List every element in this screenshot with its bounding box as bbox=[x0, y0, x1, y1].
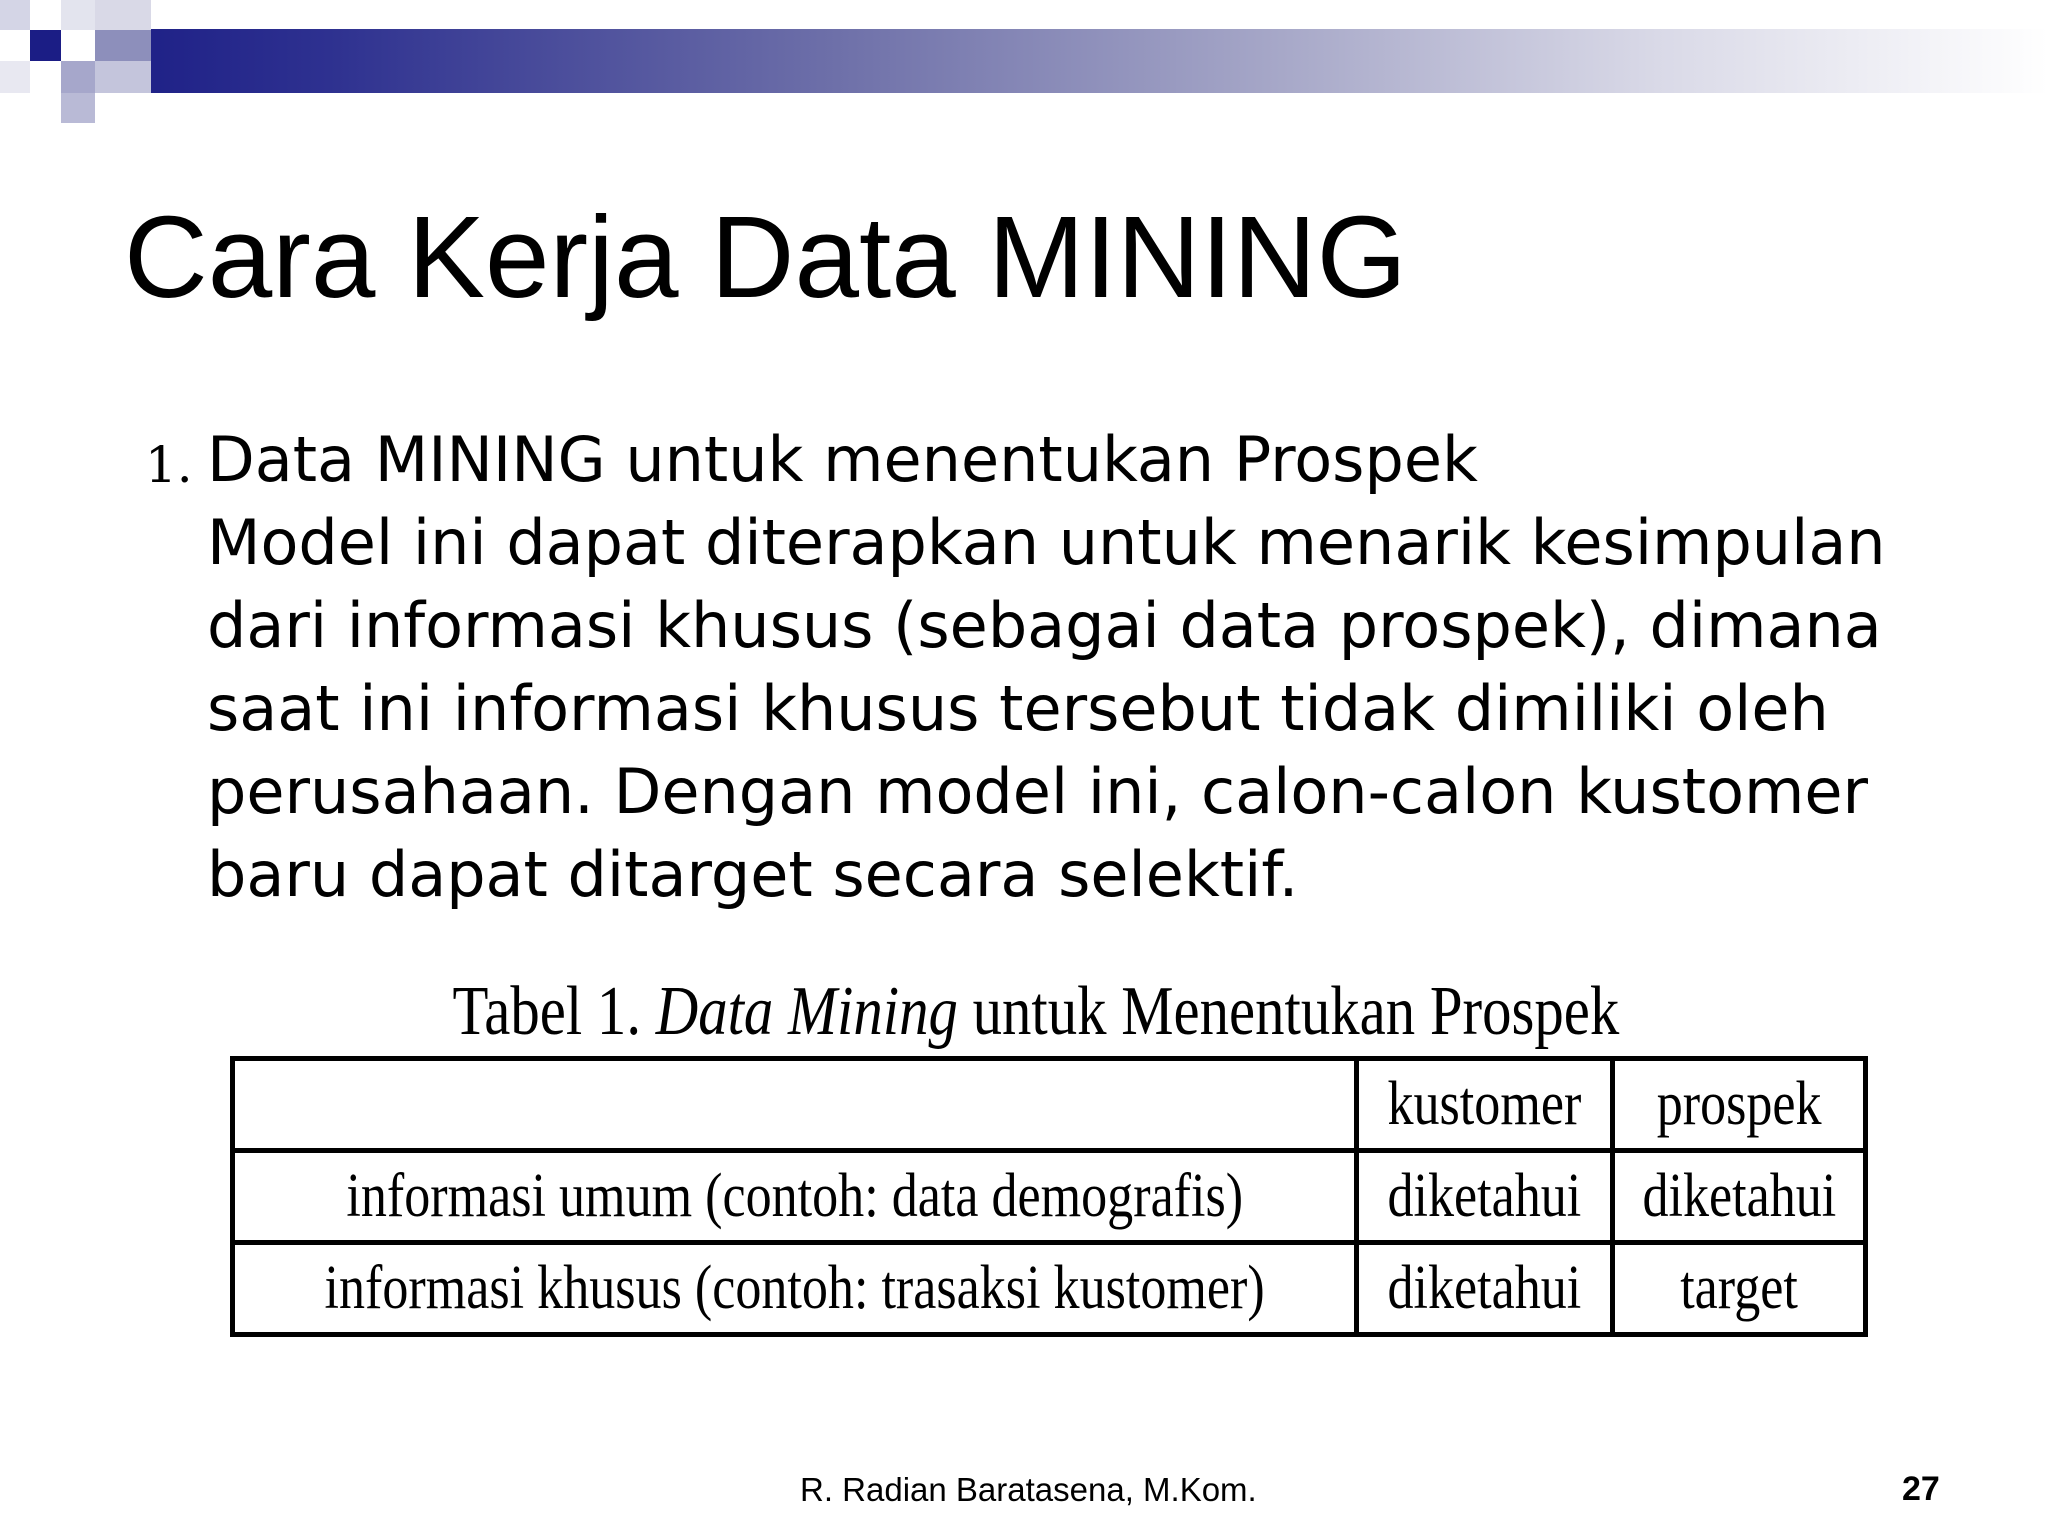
item-number: 1. bbox=[145, 436, 193, 494]
table-header-cell bbox=[233, 1059, 1357, 1151]
header-decor-square bbox=[0, 0, 30, 30]
table-row bbox=[233, 1243, 1866, 1335]
item-body-line: perusahaan. Dengan model ini, calon-calon kustomer bbox=[207, 755, 1869, 828]
item-body-line: Model ini dapat diterapkan untuk menarik kesimpulan bbox=[207, 506, 1886, 579]
table-header-cell: kustomer bbox=[1357, 1059, 1612, 1151]
header-decor-square bbox=[30, 30, 61, 61]
table-caption bbox=[348, 972, 1724, 1052]
table-cell: diketahui bbox=[1357, 1151, 1612, 1243]
item-body-line: dari informasi khusus (sebagai data prospek), dimana bbox=[207, 589, 1882, 662]
header-decor-square bbox=[95, 61, 151, 93]
table-cell: target bbox=[1612, 1243, 1865, 1335]
header-gradient-bar bbox=[95, 29, 2048, 93]
table-row bbox=[233, 1151, 1866, 1243]
prospect-table bbox=[230, 1056, 1868, 1337]
table-cell: informasi umum (contoh: data demografis) bbox=[233, 1151, 1357, 1243]
slide-number: 27 bbox=[1902, 1470, 1940, 1508]
slide-title: Cara Kerja Data MINING bbox=[124, 192, 1407, 322]
table-cell: diketahui bbox=[1612, 1151, 1865, 1243]
footer-author: R. Radian Baratasena, M.Kom. bbox=[800, 1471, 1257, 1508]
item-body-line: baru dapat ditarget secara selektif. bbox=[207, 838, 1299, 911]
table-header-row bbox=[233, 1059, 1866, 1151]
item-heading: Data MINING untuk menentukan Prospek bbox=[207, 423, 1478, 496]
table-caption-prefix: Tabel 1. bbox=[452, 973, 656, 1050]
header-decor-square bbox=[61, 61, 95, 93]
table-cell: informasi khusus (contoh: trasaksi kustomer) bbox=[233, 1243, 1357, 1335]
table-cell: diketahui bbox=[1357, 1243, 1612, 1335]
header-decor-square bbox=[95, 0, 151, 30]
table-header-cell: prospek bbox=[1612, 1059, 1865, 1151]
table-caption-italic: Data Mining bbox=[655, 973, 958, 1050]
item-body-line: saat ini informasi khusus tersebut tidak dimiliki oleh bbox=[207, 672, 1829, 745]
header-decor-square bbox=[0, 61, 30, 93]
header-decor-square bbox=[95, 30, 151, 61]
item-text bbox=[207, 418, 1886, 916]
header-decor-square bbox=[61, 0, 95, 30]
table-caption-suffix: untuk Menentukan Prospek bbox=[957, 973, 1620, 1050]
header-decor-square bbox=[61, 93, 95, 123]
